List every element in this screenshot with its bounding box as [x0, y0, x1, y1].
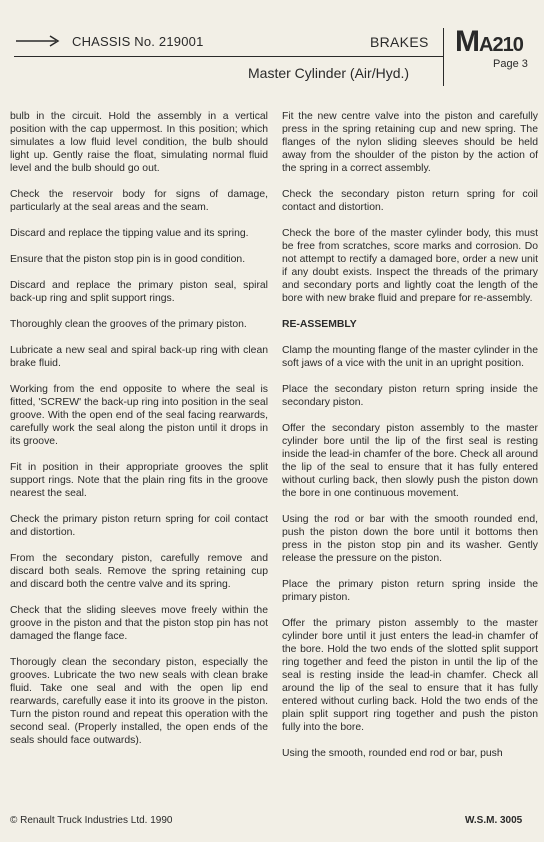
- page-header: [0, 0, 544, 100]
- page-number: Page 3: [493, 58, 528, 70]
- chassis-number: CHASSIS No. 219001: [72, 34, 204, 49]
- paragraph: bulb in the circuit. Hold the assembly in a vertical position with the cap uppermost. In this position; which simulates a low fluid level condition, the bulb should light up. Gently raise the float, simulating normal fluid level and the bulb should go out.: [10, 111, 268, 174]
- right-column: [282, 110, 538, 773]
- paragraph: Check the reservoir body for signs of damage, particularly at the seal areas and the seam.: [10, 189, 268, 213]
- paragraph: Fit in position in their appropriate grooves the split support rings. Note that the plain ring fits in the groove nearest the seal.: [10, 462, 268, 499]
- paragraph: Ensure that the piston stop pin is in good condition.: [10, 254, 246, 265]
- header-divider-horizontal: [14, 56, 444, 57]
- manual-reference: W.S.M. 3005: [465, 815, 523, 826]
- paragraph: Lubricate a new seal and spiral back-up ring with clean brake fluid.: [10, 345, 268, 369]
- header-divider-vertical: [443, 28, 444, 86]
- manual-code-prefix: M: [455, 25, 479, 58]
- paragraph: Working from the end opposite to where the seal is fitted, 'SCREW' the back-up ring into position in the seal groove. With the open end of the seal facing rearwards, carefully work the seal along the piston until it drops in its groove.: [10, 384, 268, 447]
- paragraph: Check the secondary piston return spring for coil contact and distortion.: [282, 189, 538, 213]
- paragraph: Check the primary piston return spring for coil contact and distortion.: [10, 514, 268, 538]
- paragraph: Discard and replace the tipping value and its spring.: [10, 228, 249, 239]
- paragraph: Using the smooth, rounded end rod or bar, push: [282, 748, 503, 759]
- paragraph: Check that the sliding sleeves move freely within the groove in the piston and that the piston stop pin has not damaged the flange face.: [10, 605, 268, 642]
- left-column: [10, 110, 268, 760]
- section-heading-reassembly: RE-ASSEMBLY: [282, 319, 357, 330]
- paragraph: Thoroughly clean the grooves of the primary piston.: [10, 319, 247, 330]
- paragraph: Fit the new centre valve into the piston and carefully press in the spring retaining cup and new spring. The flanges of the nylon sliding sleeves should be held away from the shoulder of the piston by the action of the spring in a correct assembly.: [282, 111, 538, 174]
- paragraph: Clamp the mounting flange of the master cylinder in the soft jaws of a vice with the unit in an upright position.: [282, 345, 538, 369]
- manual-code-suffix: A210: [479, 34, 523, 56]
- page-subtitle: Master Cylinder (Air/Hyd.): [248, 65, 410, 81]
- copyright-notice: © Renault Truck Industries Ltd. 1990: [10, 815, 173, 826]
- paragraph: Discard and replace the primary piston seal, spiral back-up ring and split support rings.: [10, 280, 268, 304]
- arrow-right-icon: [16, 35, 60, 47]
- paragraph: Thorougly clean the secondary piston, especially the grooves. Lubricate the two new seals with clean brake fluid. Take one seal and with the open lip end rearwards, carefully ease it into its groove in the piston. Turn the piston round and repeat this operation with the second seal. (Properly installed, the open ends of the seals should face outwards).: [10, 657, 268, 746]
- paragraph: Place the secondary piston return spring inside the secondary piston.: [282, 384, 538, 408]
- paragraph: Using the rod or bar with the smooth rounded end, push the piston down the bore until it bottoms then press in the piston stop pin and its washer. Gently release the pressure on the piston.: [282, 514, 538, 564]
- paragraph: Offer the primary piston assembly to the master cylinder bore until it just enters the lead-in chamfer of the bore. Hold the two ends of the slotted split support ring together and feed the piston in until the lip of the seal is resting inside the lead-in chamfer. Check all around the lip of the seal to ensure that it has fully entered without curling back. Hold the two ends of the plain split support ring together and push the piston fully into the bore.: [282, 618, 538, 733]
- paragraph: Place the primary piston return spring inside the primary piston.: [282, 579, 538, 603]
- paragraph: Check the bore of the master cylinder body, this must be free from scratches, score marks and corrosion. Do not attempt to rectify a damaged bore, order a new unit if any doubt exists. Inspect the threads of the primary and secondary ports and lightly coat the length of the bore with new brake fluid and prepare for re-assembly.: [282, 228, 538, 304]
- paragraph: Offer the secondary piston assembly to the master cylinder bore until the lip of the first seal is resting inside the lead-in chamfer of the bore. Check all around the lip of the seal to ensure that it has fully entered without curling back, then slowly push the piston down the bore in one continuous movement.: [282, 423, 538, 499]
- section-title: BRAKES: [370, 34, 429, 50]
- manual-code: [455, 25, 523, 59]
- paragraph: From the secondary piston, carefully remove and discard both seals. Remove the spring retaining cup and discard both the centre valve and its spring.: [10, 553, 268, 590]
